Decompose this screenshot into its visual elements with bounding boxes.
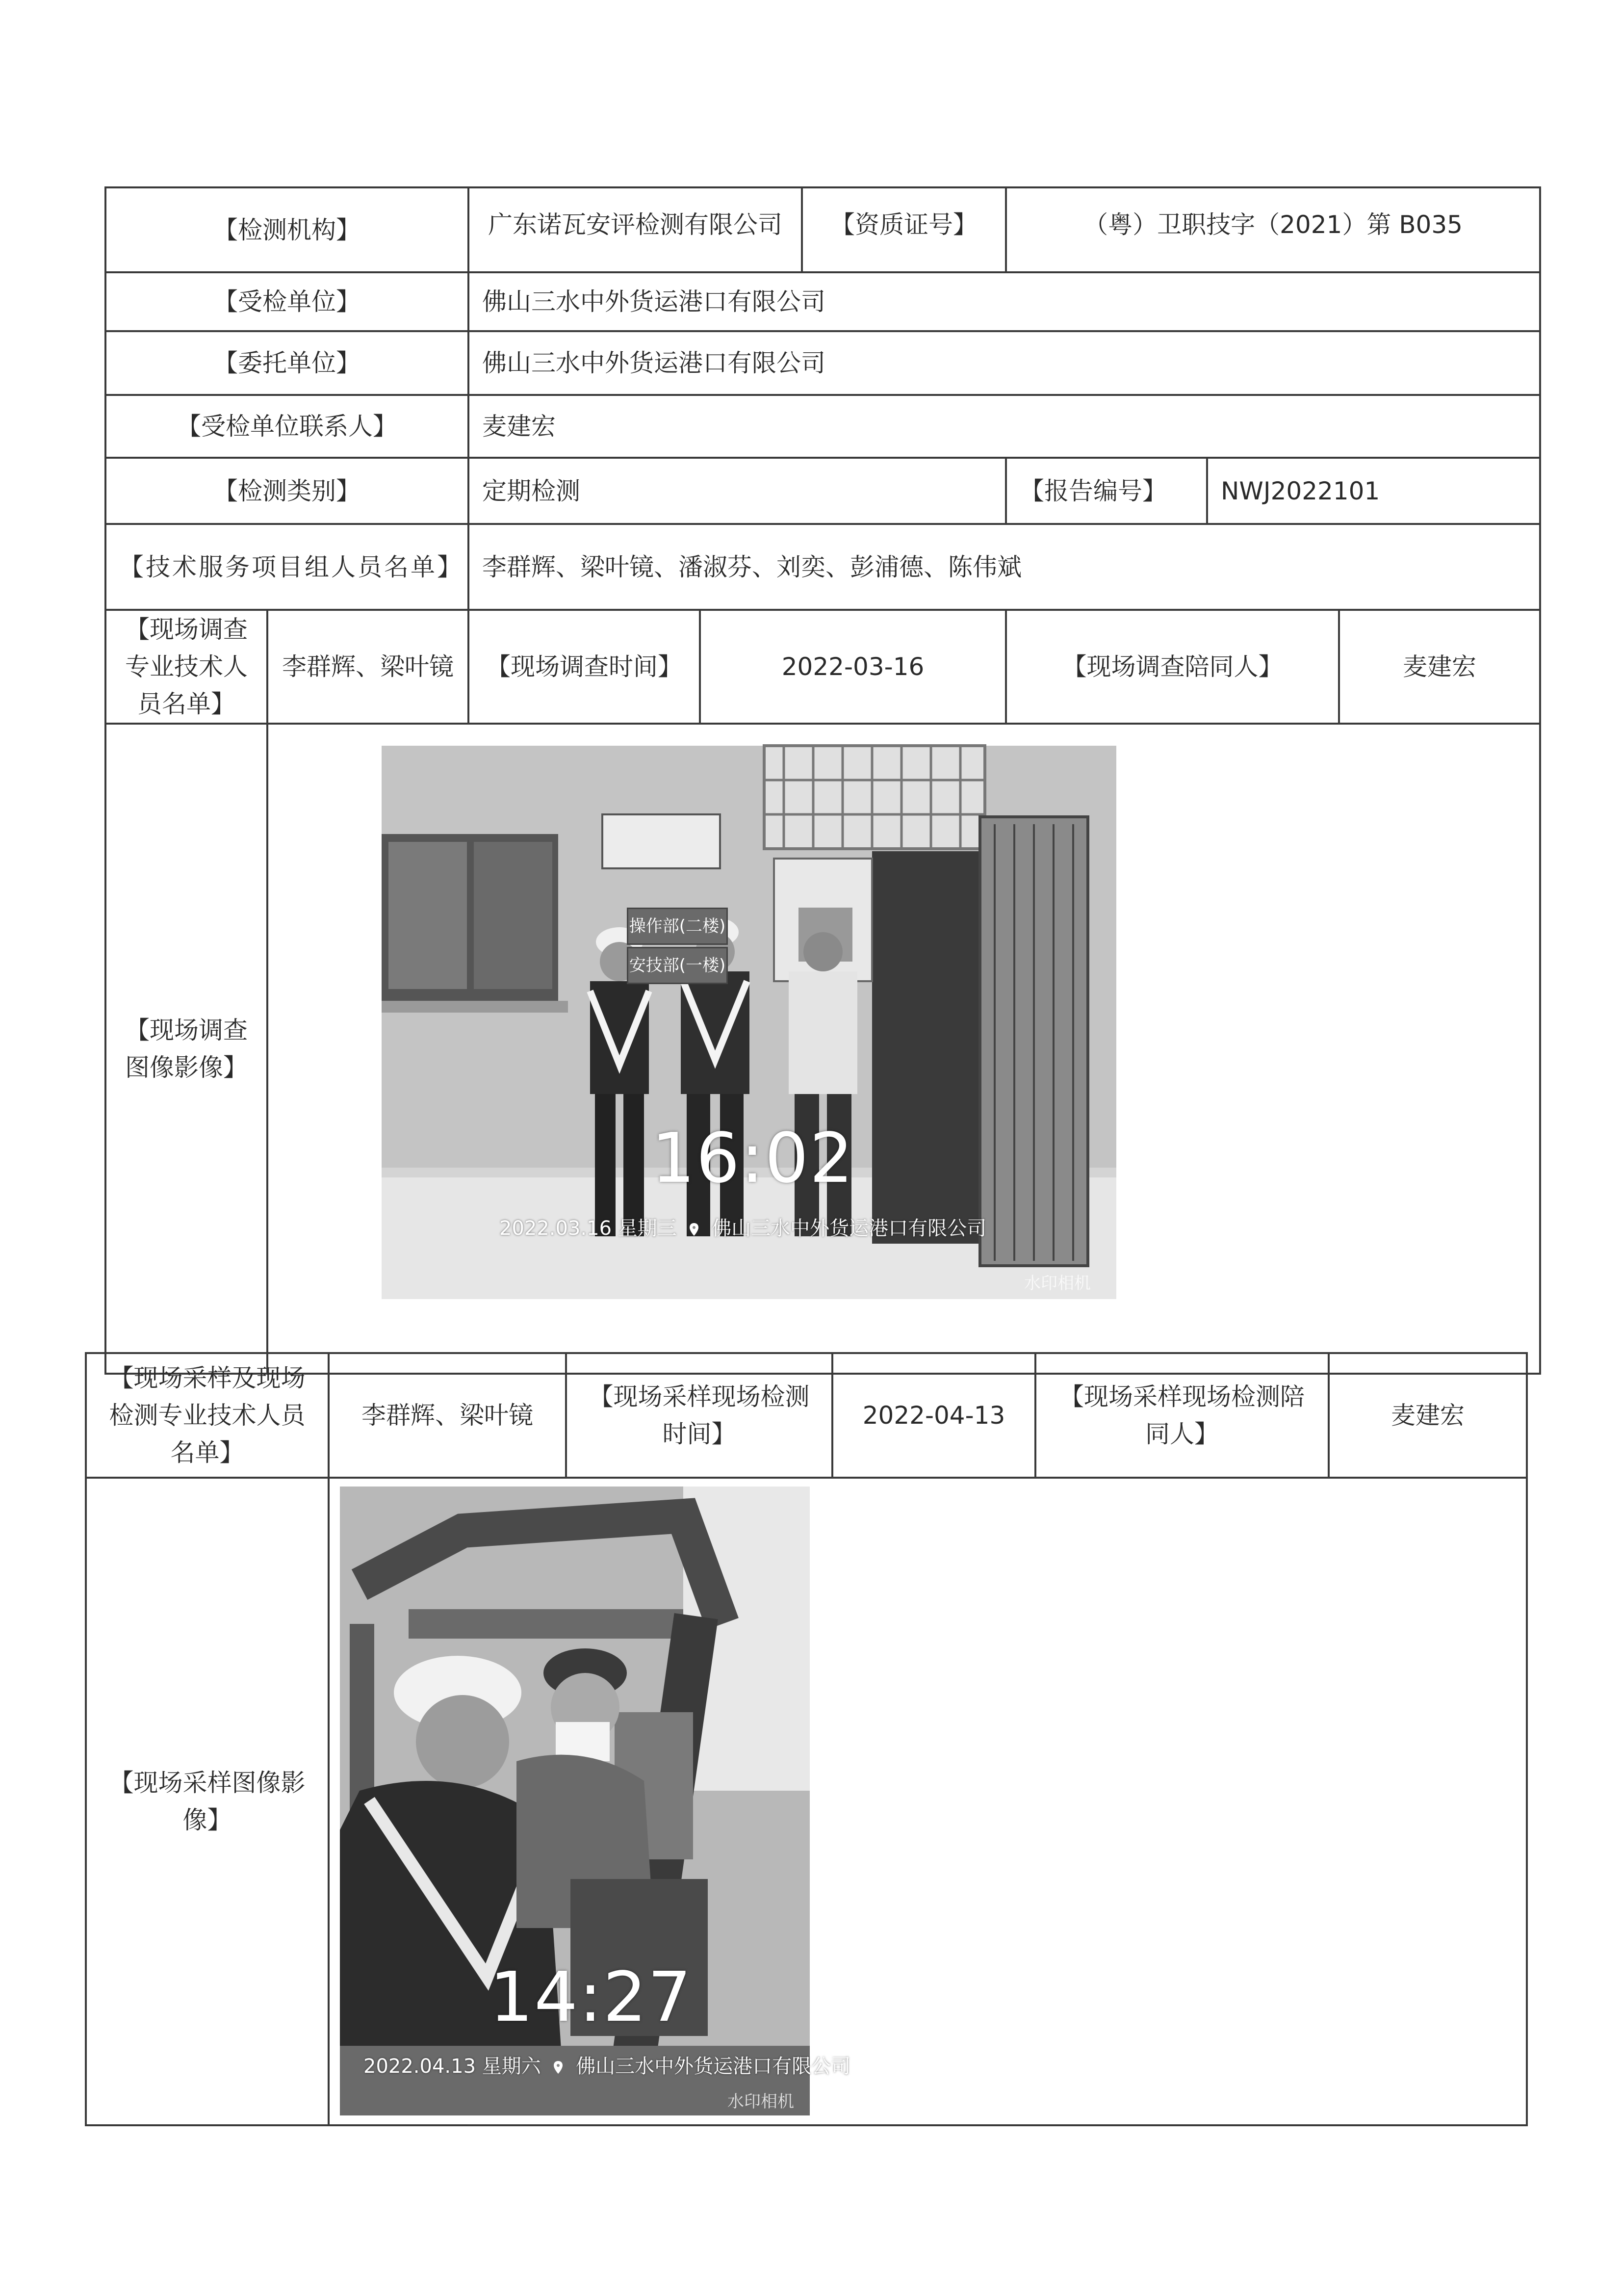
survey-watermark-date: 2022.03.16 [499,1217,612,1240]
survey-staff-label: 【现场调查专业技术人员名单】 [105,610,267,724]
sampling-watermark-weekday: 星期六 [482,2055,541,2078]
sampling-photo-label: 【现场采样图像影像】 [86,1478,329,2125]
sign-safety: 安技部(一楼) [627,947,728,984]
survey-watermark-location: 佛山三水中外货运港口有限公司 [712,1217,987,1240]
org-value: 广东诺瓦安评检测有限公司 [468,187,802,272]
cert-label: 【资质证号】 [802,187,1006,272]
sampling-companion-label: 【现场采样现场检测陪同人】 [1035,1353,1329,1478]
report-number-value: NWJ2022101 [1207,458,1540,524]
survey-watermark-app: 水印相机 [1024,1274,1091,1293]
sign-operations: 操作部(二楼) [627,908,728,945]
project-team-label: 【技术服务项目组人员名单】 [105,524,468,610]
org-label: 【检测机构】 [105,187,468,272]
sampling-watermark-date: 2022.04.13 [363,2055,476,2078]
inspection-type-value: 定期检测 [468,458,1006,524]
sampling-watermark-location: 佛山三水中外货运港口有限公司 [576,2055,851,2078]
inspection-type-label: 【检测类别】 [105,458,468,524]
sampling-photo [340,1487,851,2115]
contact-person-value: 麦建宏 [468,395,1540,458]
entrusting-unit-value: 佛山三水中外货运港口有限公司 [468,331,1540,395]
sampling-staff-value: 李群辉、梁叶镜 [329,1353,566,1478]
location-pin-icon [690,1223,698,1236]
project-team-value: 李群辉、梁叶镜、潘淑芬、刘奕、彭浦德、陈伟斌 [468,524,1540,610]
survey-time-value: 2022-03-16 [700,610,1006,724]
survey-companion-value: 麦建宏 [1339,610,1540,724]
sampling-time-label: 【现场采样现场检测时间】 [566,1353,832,1478]
sampling-watermark-info [363,2051,850,2079]
sampling-companion-value: 麦建宏 [1329,1353,1527,1478]
contact-person-label: 【受检单位联系人】 [105,395,468,458]
survey-watermark-weekday: 星期三 [618,1217,677,1240]
survey-watermark-info [499,1213,986,1241]
location-pin-icon [554,2061,563,2074]
inspected-unit-label: 【受检单位】 [105,272,468,331]
survey-photo-label: 【现场调查图像影像】 [105,724,267,1374]
sampling-staff-label: 【现场采样及现场检测专业技术人员名单】 [86,1353,329,1478]
inspected-unit-value: 佛山三水中外货运港口有限公司 [468,272,1540,331]
sampling-watermark-app: 水印相机 [727,2092,794,2112]
survey-watermark-time: 16:02 [651,1119,854,1199]
sampling-time-value: 2022-04-13 [832,1353,1035,1478]
report-number-label: 【报告编号】 [1006,458,1207,524]
cert-value: （粤）卫职技字（2021）第 B035 [1006,187,1540,272]
survey-photo [382,746,1116,1299]
survey-companion-label: 【现场调查陪同人】 [1006,610,1339,724]
survey-time-label: 【现场调查时间】 [468,610,700,724]
sampling-watermark-time: 14:27 [489,1957,693,2037]
survey-staff-value: 李群辉、梁叶镜 [267,610,468,724]
entrusting-unit-label: 【委托单位】 [105,331,468,395]
